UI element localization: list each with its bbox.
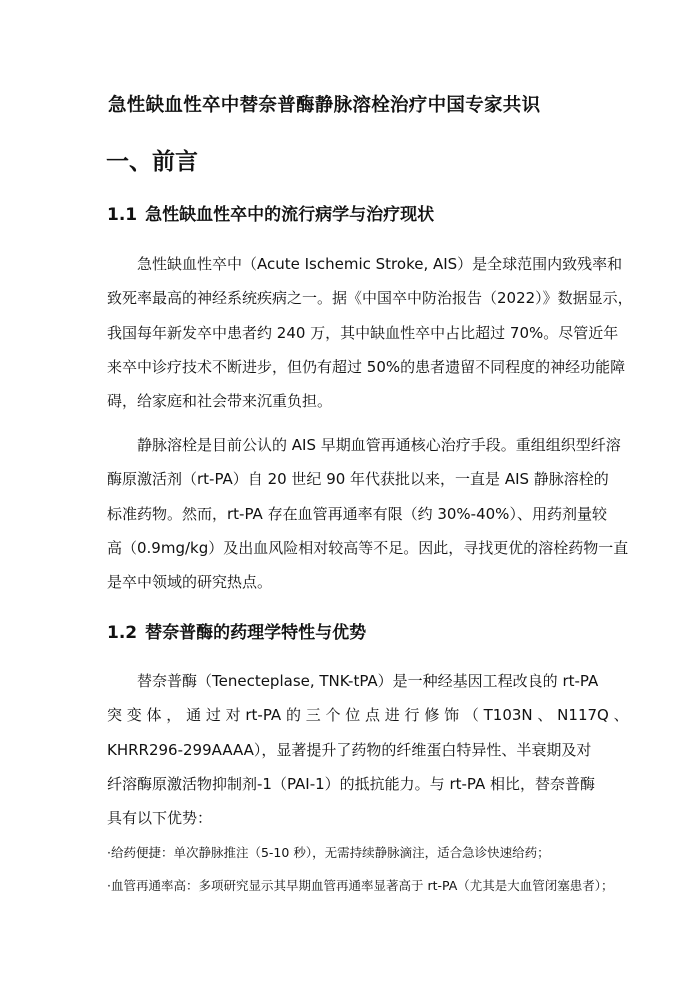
paragraph-line: 酶原激活剂（rt-PA）自 20 世纪 90 年代获批以来，一直是 AIS 静脉溶栓的 [107,470,609,489]
paragraph-line: 碍，给家庭和社会带来沉重负担。 [107,392,333,411]
paragraph-line: 替奈普酶（Tenecteplase, TNK-tPA）是一种经基因工程改良的 rt-PA [137,672,599,690]
subsection-title: 替奈普酶的药理学特性与优势 [145,623,367,643]
paragraph-line: KHRR296-299AAAA），显著提升了药物的纤维蛋白特异性、半衰期及对 [107,740,592,759]
bullet-item: ·血管再通率高：多项研究显示其早期血管再通率显著高于 rt-PA（尤其是大血管闭塞患者）； [107,878,614,893]
subsection-number: 1.1 [107,205,138,225]
section-heading-preface: 一、前言 [106,149,198,175]
paragraph-epidemiology [107,247,633,418]
paragraph-line: 急性缺血性卒中（Acute Ischemic Stroke, AIS）是全球范围内致残率和 [137,255,623,273]
paragraph-line: 来卒中诊疗技术不断进步，但仍有超过 50%的患者遗留不同程度的神经功能障 [107,357,626,376]
subsection-heading-1-1 [107,200,434,225]
subsection-heading-1-2 [107,618,366,643]
paragraph-line: 纤溶酶原激活物抑制剂-1（PAI-1）的抵抗能力。与 rt-PA 相比，替奈普酶 [107,774,596,793]
bullet-item: ·给药便捷：单次静脉推注（5-10 秒），无需持续静脉滴注，适合急诊快速给药； [107,845,550,860]
paragraph-thrombolysis [107,428,629,599]
paragraph-line: 标准药物。然而，rt-PA 存在血管再通率有限（约 30%-40%）、用药剂量较 [107,504,607,523]
paragraph-line: 高（0.9mg/kg）及出血风险相对较高等不足。因此，寻找更优的溶栓药物一直 [107,538,629,557]
paragraph-line: 致死率最高的神经系统疾病之一。据《中国卒中防治报告（2022）》数据显示， [107,289,633,308]
paragraph-line: 静脉溶栓是目前公认的 AIS 早期血管再通核心治疗手段。重组组织型纤溶 [137,436,621,454]
paragraph-tenecteplase [107,664,629,835]
paragraph-line: 是卒中领域的研究热点。 [107,573,273,592]
subsection-number: 1.2 [107,623,138,643]
document-title: 急性缺血性卒中替奈普酶静脉溶栓治疗中国专家共识 [108,95,541,116]
paragraph-line: 具有以下优势： [107,809,213,828]
subsection-title: 急性缺血性卒中的流行病学与治疗现状 [145,205,435,225]
paragraph-line: 突 变 体 ， 通 过 对 rt-PA 的 三 个 位 点 进 行 修 饰 （ T103N 、 N117Q 、 [107,706,629,725]
paragraph-line: 我国每年新发卒中患者约 240 万，其中缺血性卒中占比超过 70%。尽管近年 [107,323,619,342]
